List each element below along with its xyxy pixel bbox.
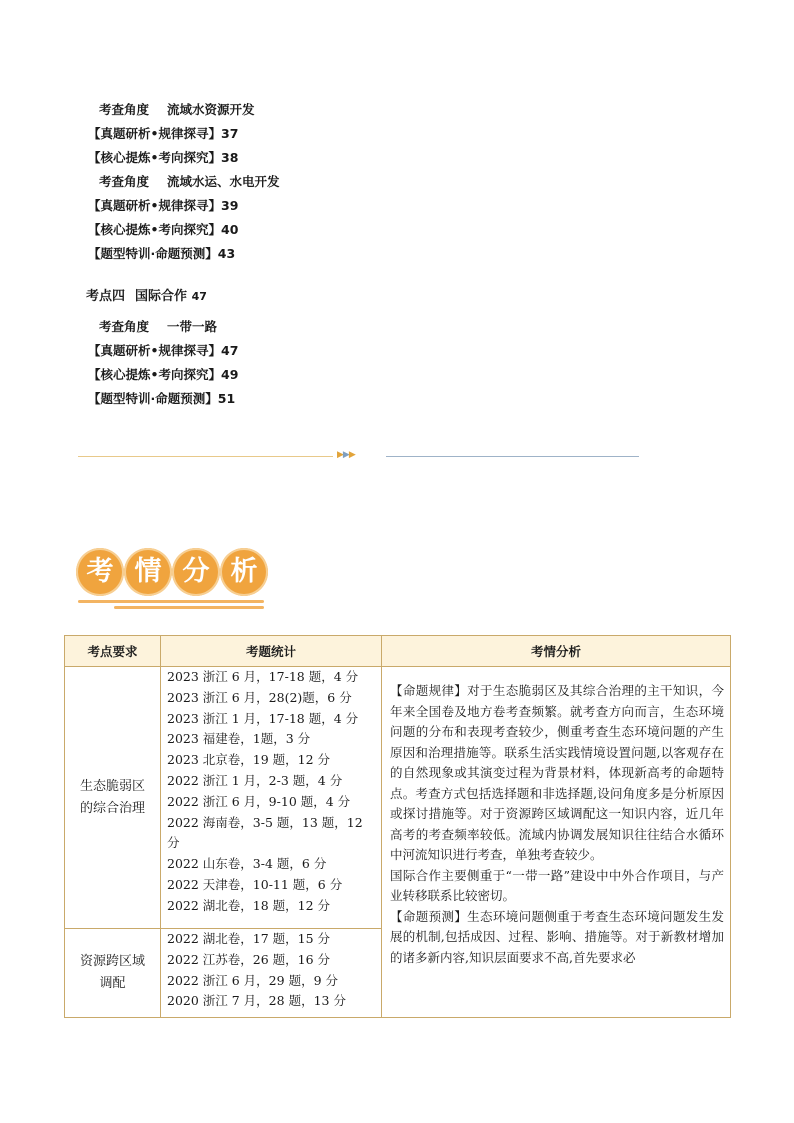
stat-item: 2023 北京卷，19 题，12 分 bbox=[167, 752, 331, 768]
triple-arrow-icon: ▶▶▶ bbox=[337, 450, 355, 460]
exam-analysis-table bbox=[64, 635, 731, 1018]
toc-entry[interactable]: 考查角度 流域水运、水电开发 bbox=[99, 174, 280, 189]
section-divider-left bbox=[78, 456, 333, 457]
analysis-paragraph: 【命题预测】生态环境问题侧重于考查生态环境问题发生发展的机制,包括成因、过程、影响、措施等。对于新教材增加的诸多新内容,知识层面要求不高,首先要求必 bbox=[390, 908, 724, 965]
stat-item: 2020 浙江 7 月，28 题，13 分 bbox=[167, 993, 346, 1009]
analysis-paragraph: 【命题规律】对于生态脆弱区及其综合治理的主干知识，今年来全国卷及地方卷考查频繁。就考查方向而言，生态环境问题的分布和表现考查较少，侧重考查生态环境问题的产生原因和治理措施等。联系生活实践情境设置问题,以客观存在的自然现象或其演变过程为背景材料，体现新高考的命题特点。考查方式包括选择题和非选择题,设问角度多是分析原因或探讨措施等。对于资源跨区域调配这一知识内容，近几年高考的考查频率较低。流域内协调发展知识往往结合水循环中河流知识进行考查，单独考查较少。 bbox=[390, 683, 724, 862]
toc-entry[interactable]: 【真题研析•规律探寻】37 bbox=[88, 126, 239, 141]
toc-entry[interactable]: 【真题研析•规律探寻】39 bbox=[88, 198, 239, 213]
toc-entry[interactable]: 【真题研析•规律探寻】47 bbox=[88, 343, 239, 358]
section-banner bbox=[76, 548, 266, 612]
stat-item: 2023 浙江 6 月，17-18 题，4 分 bbox=[167, 669, 359, 684]
stat-item: 2023 福建卷，1题，3 分 bbox=[167, 731, 311, 747]
requirement-cell: 资源跨区域调配 bbox=[65, 929, 161, 1018]
stats-cell bbox=[161, 929, 382, 1018]
stats-cell bbox=[161, 667, 382, 929]
toc-entry[interactable]: 【核心提炼•考向探究】40 bbox=[88, 222, 239, 237]
stat-item: 2022 江苏卷，26 题，16 分 bbox=[167, 951, 331, 967]
toc-entry[interactable]: 【题型特训·命题预测】51 bbox=[88, 391, 236, 406]
banner-char: 情 bbox=[124, 548, 172, 596]
stat-item: 2022 海南卷，3-5 题，13 题，12 分 bbox=[167, 814, 363, 851]
toc-entry[interactable]: 考查角度 一带一路 bbox=[99, 319, 218, 334]
table-row bbox=[65, 667, 731, 929]
toc-entry[interactable]: 【核心提炼•考向探究】49 bbox=[88, 367, 239, 382]
stat-item: 2023 浙江 6 月，28(2)题，6 分 bbox=[167, 689, 352, 705]
stat-item: 2022 浙江 6 月，29 题，9 分 bbox=[167, 972, 338, 988]
analysis-cell bbox=[382, 667, 731, 1018]
analysis-paragraph: 国际合作主要侧重于“一带一路”建设中中外合作项目，与产业转移联系比较密切。 bbox=[390, 867, 724, 903]
column-header: 考题统计 bbox=[161, 636, 382, 667]
toc-entry[interactable]: 考查角度 流域水资源开发 bbox=[99, 102, 255, 117]
section-divider-right bbox=[386, 456, 639, 457]
stat-item: 2023 浙江 1 月，17-18 题，4 分 bbox=[167, 710, 359, 726]
stat-item: 2022 山东卷，3-4 题，6 分 bbox=[167, 856, 327, 872]
stat-item: 2022 湖北卷，18 题，12 分 bbox=[167, 897, 331, 913]
stat-item: 2022 天津卷，10-11 题，6 分 bbox=[167, 876, 343, 892]
stat-item: 2022 浙江 1 月，2-3 题，4 分 bbox=[167, 772, 343, 788]
table-header-row bbox=[65, 636, 731, 667]
banner-char: 分 bbox=[172, 548, 220, 596]
banner-char: 考 bbox=[76, 548, 124, 596]
banner-char: 析 bbox=[220, 548, 268, 596]
column-header: 考情分析 bbox=[382, 636, 731, 667]
toc-point-entry[interactable]: 考点四 国际合作 47 bbox=[86, 289, 207, 304]
toc-entry[interactable]: 【题型特训·命题预测】43 bbox=[88, 246, 236, 261]
column-header: 考点要求 bbox=[65, 636, 161, 667]
requirement-cell: 生态脆弱区的综合治理 bbox=[65, 667, 161, 929]
stat-item: 2022 湖北卷，17 题，15 分 bbox=[167, 931, 331, 947]
toc-entry[interactable]: 【核心提炼•考向探究】38 bbox=[88, 150, 239, 165]
stat-item: 2022 浙江 6 月，9-10 题，4 分 bbox=[167, 793, 351, 809]
banner-underline bbox=[78, 600, 268, 612]
